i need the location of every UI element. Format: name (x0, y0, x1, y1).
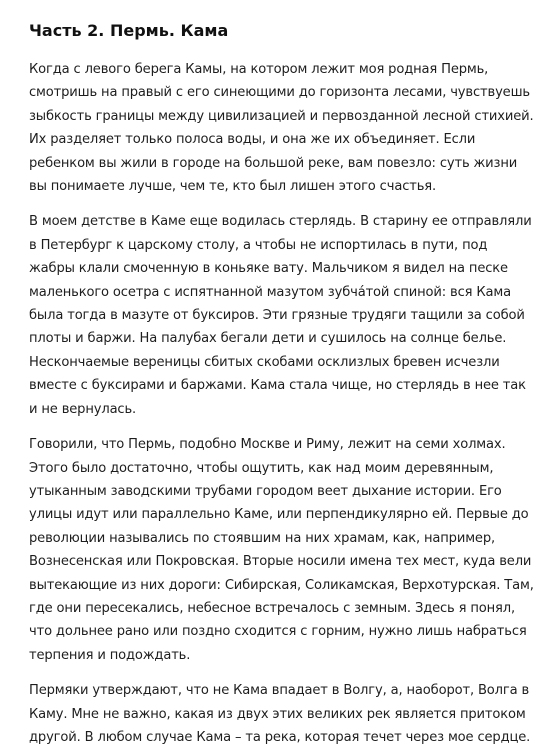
paragraph-3: Говорили, что Пермь, подобно Москве и Риму, лежит на семи холмах. Этого было достаточно, чтобы ощутить, как над моим деревянным, утыканным заводскими трубами городом веет дыхание истории. Его улицы идут или параллельно Каме, или перпендикулярно ей. Первые до революции назывались по стоявшим на них храмам, как, например, Вознесенская или Покровская. Вторые носили имена тех мест, куда вели вытекающие из них дороги: Сибирская, Соликамская, Верхотурская. Там, где они пересекались, небесное встречалось с земным. Здесь я понял, что дольнее рано или поздно сходится с горним, нужно лишь набраться терпения и подождать. (29, 437, 534, 663)
paragraph-1: Когда с левого берега Камы, на котором лежит моя родная Пермь, смотришь на правый с его синеющими до горизонта лесами, чувствуешь зыбкость границы между цивилизацией и первозданной лесной стихией. Их разделяет только полоса воды, и она же их объединяет. Если ребенком вы жили в городе на большой реке, вам повезло: суть жизни вы понимаете лучше, чем те, кто был лишен этого счастья. (29, 62, 534, 195)
article-title: Часть 2. Пермь. Кама (29, 21, 229, 40)
paragraph-2: В моем детстве в Каме еще водилась стерлядь. В старину ее отправляли в Петербург к царскому столу, а чтобы не испортилась в пути, под жабры клали смоченную в коньяке вату. Мальчиком я видел на песке маленького осетра с испятнанной мазутом зубча́той спиной: вся Кама была тогда в мазуте от буксиров. Эти грязные трудяги тащили за собой плоты и баржи. На палубах бегали дети и сушилось на солнце белье. Нескончаемые вереницы сбитых скобами осклизлых бревен исчезли вместе с буксирами и баржами. Кама стала чище, но стерлядь в нее так и не вернулась. (29, 214, 532, 417)
paragraph-4: Пермяки утверждают, что не Кама впадает в Волгу, а, наоборот, Волга в Каму. Мне не важно, какая из двух этих великих рек является притоком другой. В любом случае Кама – та река, которая течет через мое сердце. (29, 683, 531, 745)
